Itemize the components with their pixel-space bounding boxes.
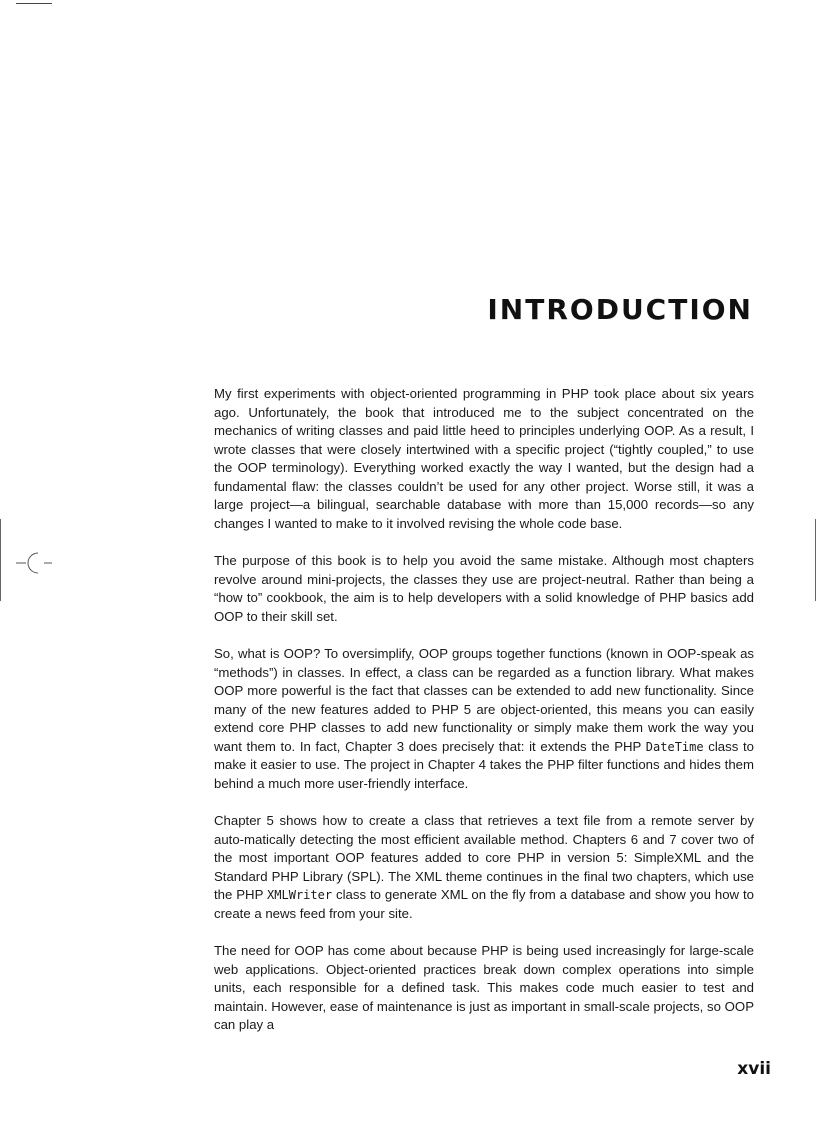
paragraph-4-text-b: class to generate XML on the fly from a database and show you how to create a news feed from your site.	[214, 887, 754, 921]
paragraph-3	[214, 645, 754, 793]
crop-mark-top	[16, 3, 52, 4]
paragraph-3-text-b: class to make it easier to use. The project in Chapter 4 takes the PHP filter functions and hides them behind a much more user-friendly interface.	[214, 738, 754, 791]
chapter-title: INTRODUCTION	[487, 293, 753, 326]
paragraph-1: My first experiments with object-oriented programming in PHP took place about six years ago. Unfortunately, the book that introduced me to the subject concentrated on the mechanics of writing classes and paid little heed to principles underlying OOP. As a result, I wrote classes that were closely intertwined with a specific project (“tightly coupled,” to use the OOP terminology). Everything worked exactly the way I wanted, but the design had a fundamental flaw: the classes couldn’t be used for any other project. Worse still, it was a large project—a bilingual, searchable database with more than 15,000 records—so any changes I wanted to make to it involved revising the whole code base.	[214, 386, 754, 531]
datetime-class-code: DateTime	[645, 739, 704, 754]
registration-mark-icon	[14, 548, 54, 578]
crop-mark-left	[0, 519, 1, 601]
body-text	[214, 385, 754, 1054]
paragraph-3-text-a: So, what is OOP? To oversimplify, OOP groups together functions (known in OOP-speak as “methods”) in classes. In effect, a class can be regarded as a function library. What makes OOP more powerful is the fact that classes can be extended to add new functionality. Since many of the new features added to PHP 5 are object-oriented, this means you can easily extend core PHP classes to add new functionality or simply make them work the way you want them to. In fact, Chapter 3 does precisely that: it extends the PHP	[214, 646, 754, 754]
xmlwriter-class-code: XMLWriter	[267, 888, 333, 902]
page-number: xvii	[737, 1059, 771, 1079]
paragraph-4-text-a: Chapter 5 shows how to create a class that retrieves a text file from a remote server by auto-matically detecting the most efficient available method. Chapters 6 and 7 cover two of the most important OOP features added to core PHP in version 5: SimpleXML and the Standard PHP Library (SPL). The XML theme continues in the final two chapters, which use the PHP	[214, 813, 754, 902]
paragraph-2: The purpose of this book is to help you avoid the same mistake. Although most chapters revolve around mini-projects, the classes they use are project-neutral. Rather than being a “how to” cookbook, the aim is to help developers with a solid knowledge of PHP basics add OOP to their skill set.	[214, 553, 754, 624]
paragraph-5: The need for OOP has come about because PHP is being used increasingly for large-scale web applications. Object-oriented practices break down complex operations into simple units, each responsible for a defined task. This makes code much easier to test and maintain. However, ease of maintenance is just as important in small-scale projects, so OOP can play a	[214, 943, 754, 1032]
paragraph-4	[214, 812, 754, 923]
